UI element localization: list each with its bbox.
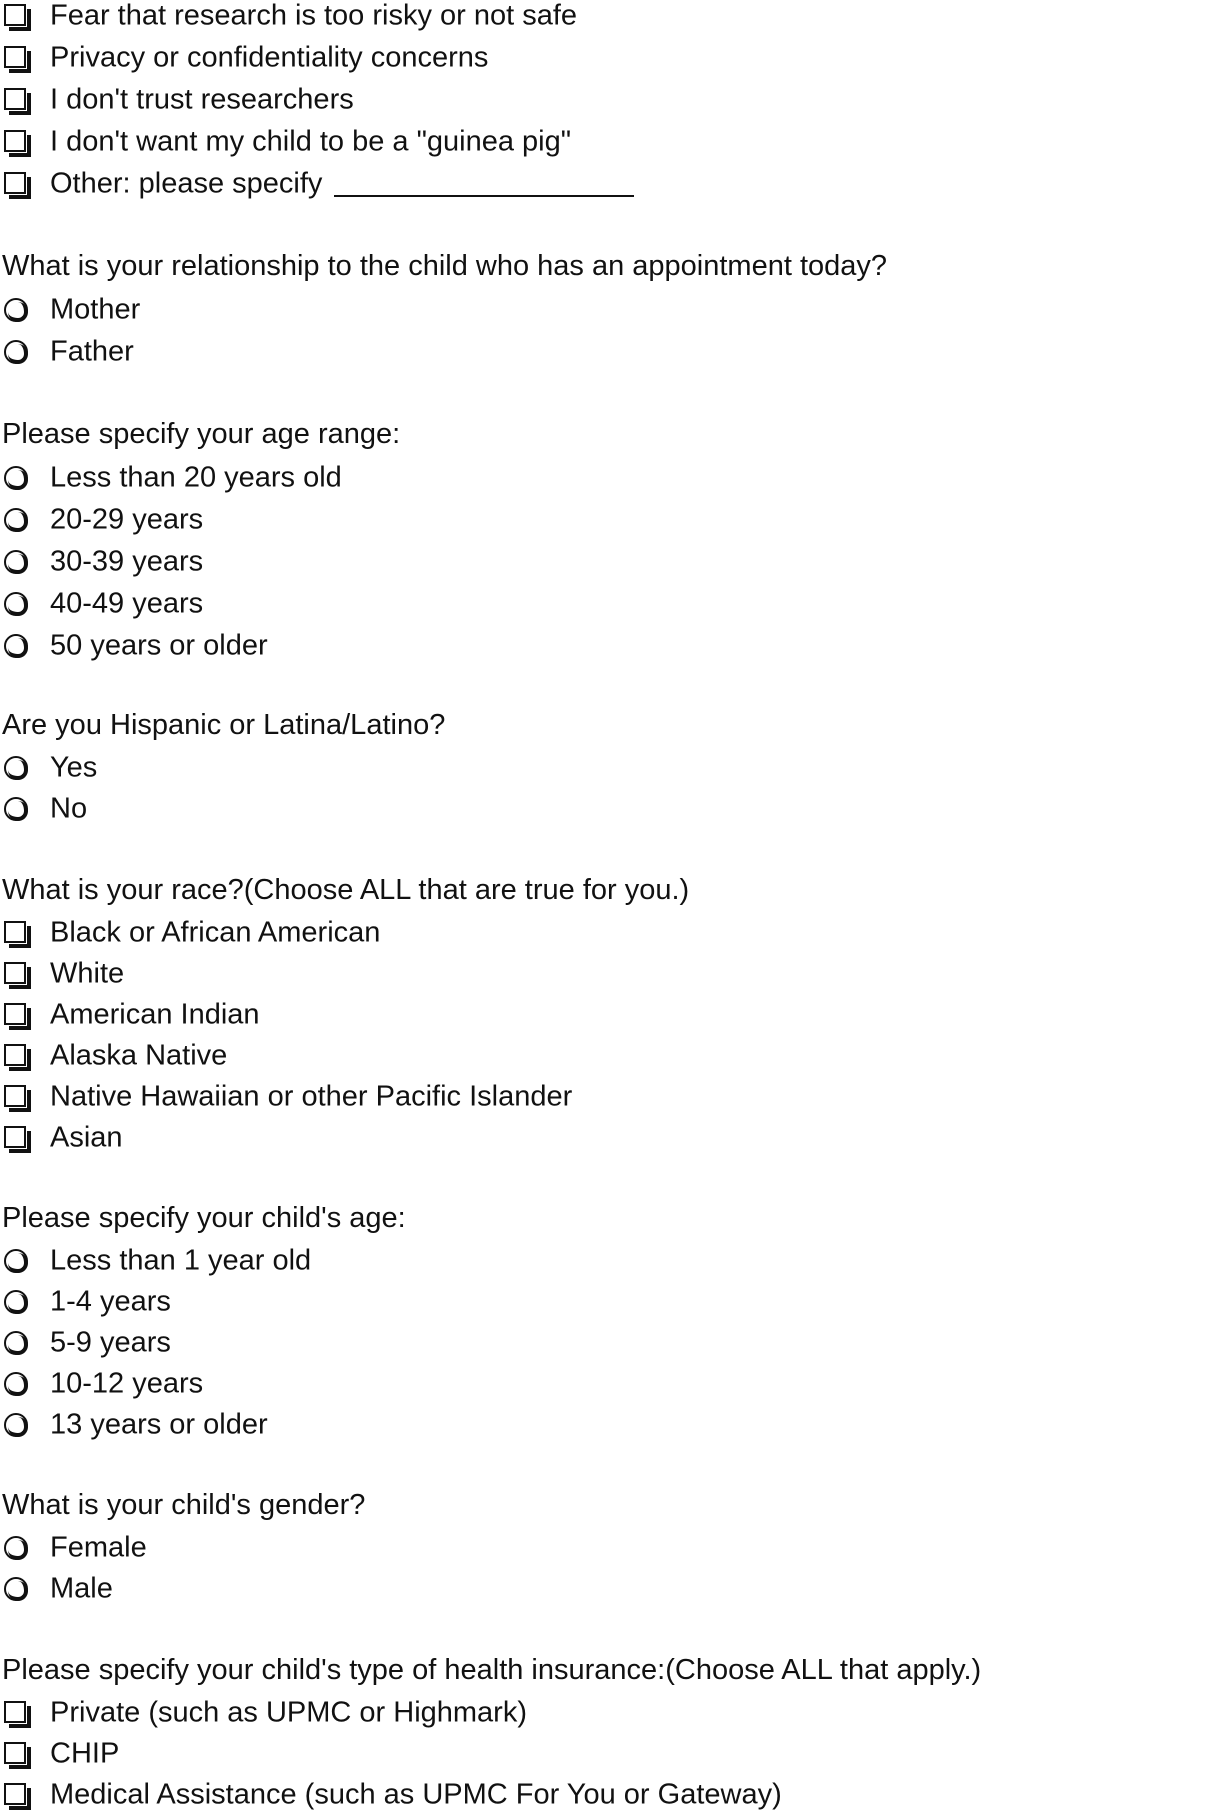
question-hispanic: Are you Hispanic or Latina/Latino? [2, 709, 446, 741]
option-race-american-indian[interactable] [2, 993, 260, 1033]
option-label: Alaska Native [50, 1039, 228, 1072]
option-label: Private (such as UPMC or Highmark) [50, 1696, 527, 1729]
option-age-20-29[interactable] [2, 498, 203, 538]
radio-button[interactable] [2, 1322, 50, 1362]
option-label: 5-9 years [50, 1326, 171, 1359]
checkbox[interactable] [2, 1035, 50, 1075]
option-label: White [50, 957, 125, 990]
radio-button[interactable] [2, 1363, 50, 1403]
option-label: I don't trust researchers [50, 83, 354, 116]
option-race-alaska-native[interactable] [2, 1034, 227, 1074]
option-label: Less than 1 year old [50, 1244, 312, 1277]
option-label: 10-12 years [50, 1367, 204, 1400]
option-label: CHIP [50, 1737, 120, 1770]
checkbox[interactable] [2, 163, 50, 203]
checkbox[interactable] [2, 912, 50, 952]
checkbox[interactable] [2, 994, 50, 1034]
question-child-gender: What is your child's gender? [2, 1489, 366, 1521]
option-child-1-4[interactable] [2, 1280, 171, 1320]
checkbox[interactable] [2, 1692, 50, 1732]
option-label: 13 years or older [50, 1408, 268, 1441]
checkbox[interactable] [2, 79, 50, 119]
checkbox[interactable] [2, 121, 50, 161]
checkbox[interactable] [2, 0, 50, 35]
option-label: Black or African American [50, 916, 381, 949]
radio-button[interactable] [2, 457, 50, 497]
option-age-30-39[interactable] [2, 540, 203, 580]
checkbox[interactable] [2, 1774, 50, 1814]
option-label: Other: please specify [50, 167, 323, 200]
radio-button[interactable] [2, 788, 50, 828]
option-barrier-other[interactable] [2, 162, 634, 202]
option-gender-male[interactable] [2, 1567, 113, 1607]
radio-button[interactable] [2, 499, 50, 539]
option-label: 40-49 years [50, 587, 204, 620]
checkbox[interactable] [2, 37, 50, 77]
option-label: 30-39 years [50, 545, 204, 578]
option-child-10-12[interactable] [2, 1362, 203, 1402]
option-label: Less than 20 years old [50, 461, 342, 494]
option-label: Native Hawaiian or other Pacific Islander [50, 1080, 573, 1113]
option-child-13-plus[interactable] [2, 1403, 268, 1443]
option-race-black[interactable] [2, 911, 380, 951]
radio-button[interactable] [2, 1404, 50, 1444]
checkbox[interactable] [2, 1076, 50, 1116]
option-label: Medical Assistance (such as UPMC For You or Gateway) [50, 1778, 782, 1811]
option-age-50-plus[interactable] [2, 624, 268, 664]
option-age-40-49[interactable] [2, 582, 203, 622]
radio-button[interactable] [2, 583, 50, 623]
checkbox[interactable] [2, 1117, 50, 1157]
option-age-under-20[interactable] [2, 456, 342, 496]
option-label: 20-29 years [50, 503, 204, 536]
option-label: Fear that research is too risky or not safe [50, 0, 578, 32]
option-hispanic-no[interactable] [2, 787, 87, 827]
radio-button[interactable] [2, 625, 50, 665]
question-race: What is your race?(Choose ALL that are true for you.) [2, 874, 690, 906]
option-barrier-trust[interactable] [2, 78, 354, 118]
option-label: Father [50, 335, 134, 368]
option-insurance-chip[interactable] [2, 1732, 119, 1772]
option-label: Privacy or confidentiality concerns [50, 41, 489, 74]
option-gender-female[interactable] [2, 1526, 147, 1566]
option-insurance-private[interactable] [2, 1691, 527, 1731]
checkbox[interactable] [2, 1733, 50, 1773]
other-specify-blank[interactable] [334, 169, 634, 197]
option-hispanic-yes[interactable] [2, 746, 97, 786]
checkbox[interactable] [2, 953, 50, 993]
option-label: American Indian [50, 998, 260, 1031]
option-insurance-medical-assistance[interactable] [2, 1773, 782, 1813]
option-race-asian[interactable] [2, 1116, 123, 1156]
option-mother[interactable] [2, 288, 140, 328]
option-label: 1-4 years [50, 1285, 171, 1318]
radio-button[interactable] [2, 1568, 50, 1608]
radio-button[interactable] [2, 331, 50, 371]
option-label: I don't want my child to be a "guinea pig" [50, 125, 572, 158]
option-barrier-risky[interactable] [2, 0, 577, 34]
radio-button[interactable] [2, 1527, 50, 1567]
question-relationship: What is your relationship to the child who has an appointment today? [2, 250, 888, 282]
option-label: Yes [50, 751, 98, 784]
radio-button[interactable] [2, 1240, 50, 1280]
option-label: No [50, 792, 88, 825]
option-child-5-9[interactable] [2, 1321, 171, 1361]
radio-button[interactable] [2, 289, 50, 329]
option-label: Female [50, 1531, 147, 1564]
option-label: Asian [50, 1121, 123, 1154]
option-race-hawaiian[interactable] [2, 1075, 572, 1115]
question-age-range: Please specify your age range: [2, 418, 401, 450]
option-child-under-1[interactable] [2, 1239, 311, 1279]
radio-button[interactable] [2, 541, 50, 581]
option-label: Mother [50, 293, 141, 326]
option-barrier-privacy[interactable] [2, 36, 488, 76]
question-child-age: Please specify your child's age: [2, 1202, 406, 1234]
question-insurance: Please specify your child's type of health insurance:(Choose ALL that apply.) [2, 1654, 982, 1686]
option-label: 50 years or older [50, 629, 268, 662]
radio-button[interactable] [2, 1281, 50, 1321]
option-barrier-guinea-pig[interactable] [2, 120, 571, 160]
option-father[interactable] [2, 330, 134, 370]
option-label: Male [50, 1572, 113, 1605]
radio-button[interactable] [2, 747, 50, 787]
option-race-white[interactable] [2, 952, 124, 992]
